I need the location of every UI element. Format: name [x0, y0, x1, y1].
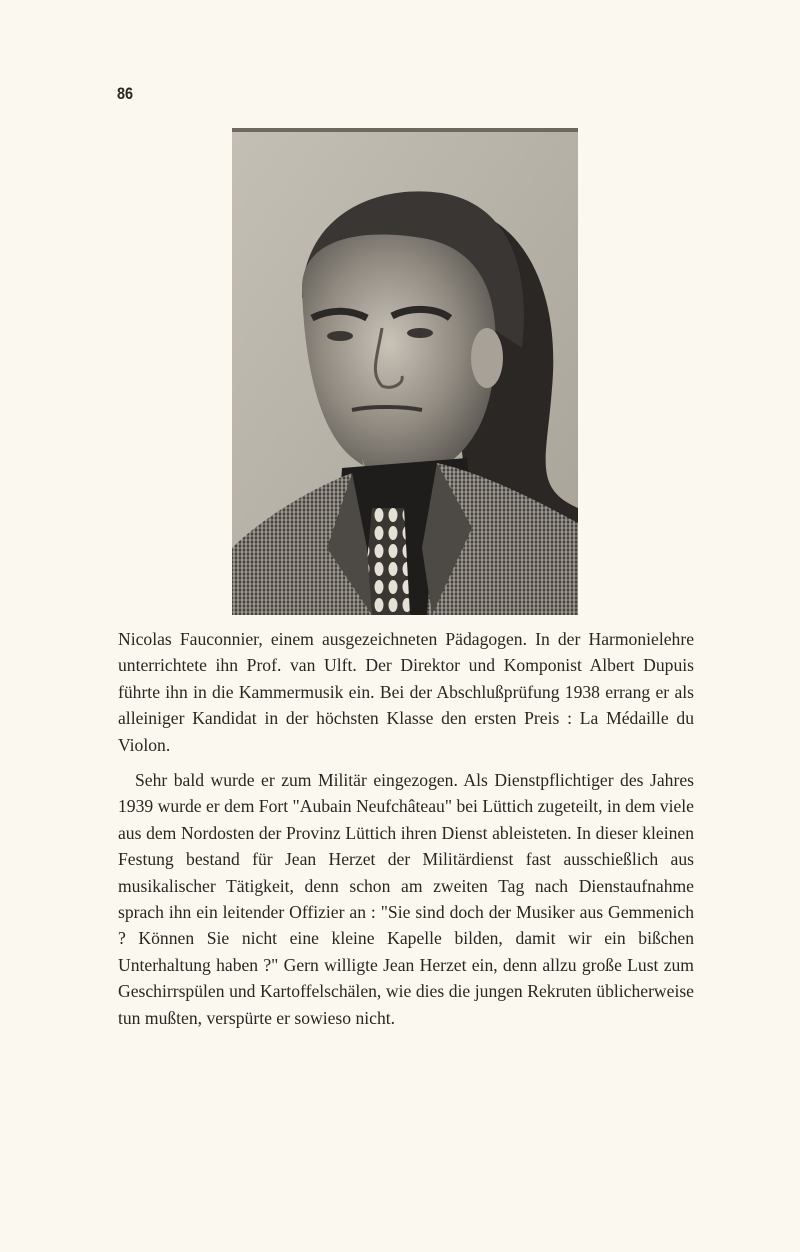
page-number: 86 [117, 84, 134, 103]
portrait-photo [232, 128, 578, 615]
portrait-image [232, 128, 578, 615]
paragraph-1: Nicolas Fauconnier, einem ausgezeichneten Pädagogen. In der Harmonielehre unterrichtete ihn Prof. van Ulft. Der Direktor und Komponist Albert Dupuis führte ihn in die Kammermusik ein. Bei der Abschlußprüfung 1938 errang er als alleiniger Kandidat in der höchsten Klasse den ersten Preis : La Médaille du Violon. [118, 629, 694, 755]
body-text [118, 626, 694, 1031]
paragraph-2: Sehr bald wurde er zum Militär eingezogen. Als Dienstpflichtiger des Jahres 1939 wurde er dem Fort "Aubain Neufchâteau" bei Lüttich zugeteilt, in dem viele aus dem Nordosten der Provinz Lüttich ihren Dienst ableisteten. In dieser kleinen Festung bestand für Jean Herzet der Militärdienst fast ausschießlich aus musikalischer Tätigkeit, denn schon am zweiten Tag nach Dienstaufnahme sprach ihn ein leitender Offizier an : "Sie sind doch der Musiker aus Gemmenich ? Können Sie nicht eine kleine Kapelle bilden, damit wir ein bißchen Unterhaltung haben ?" Gern willigte Jean Herzet ein, denn allzu große Lust zum Geschirrspülen und Kartoffelschälen, wie dies die jungen Rekruten üblicherweise tun mußten, verspürte er sowieso nicht. [118, 770, 694, 1028]
